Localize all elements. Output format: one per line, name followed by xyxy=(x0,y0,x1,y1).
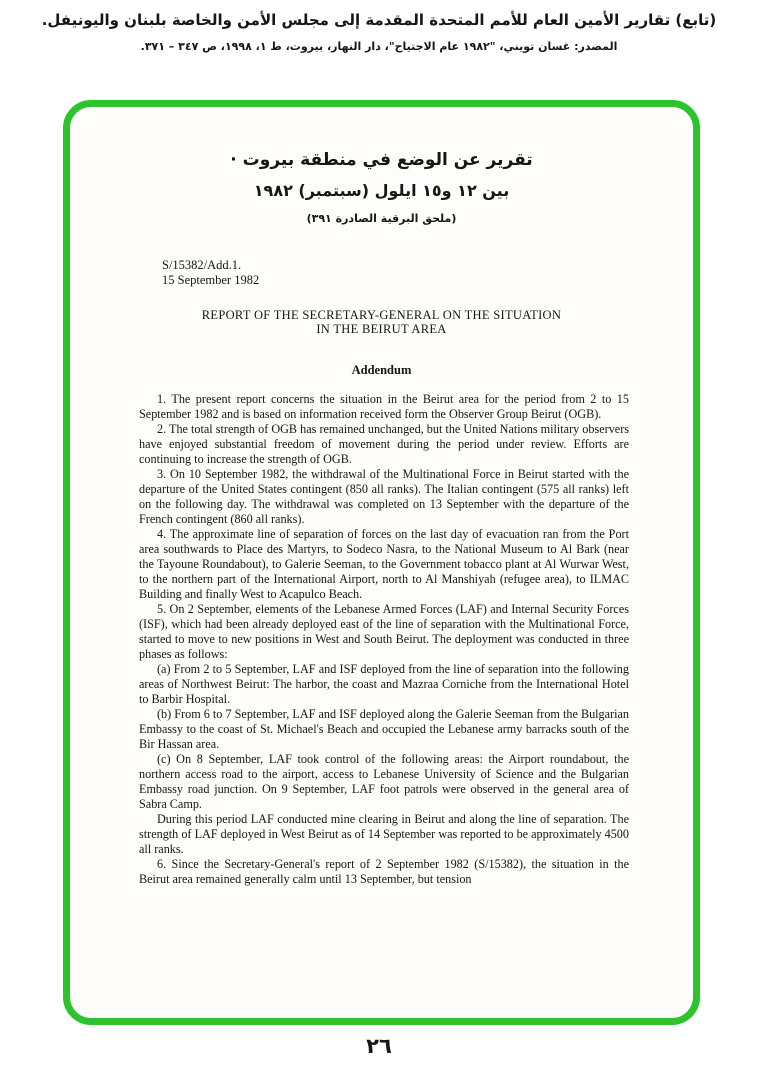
paragraph: 2. The total strength of OGB has remained unchanged, but the United Nations military observers have enjoyed substantial freedom of movement during the period under review. Efforts are continuing to increase the strength of OGB. xyxy=(139,422,629,466)
paragraph: 6. Since the Secretary-General's report of 2 September 1982 (S/15382), the situation in the Beirut area remained generally calm until 13 September, but tension xyxy=(139,857,629,886)
document-id-block xyxy=(162,258,693,288)
paragraph: 4. The approximate line of separation of forces on the last day of evacuation ran from the Port area southwards to Place des Martyrs, to Sodeco Nasra, to the National Museum to Al Bark (near the Tayoune Roundabout), to Galerie Seeman, to the Government tobacco plant at Al Wurwar West, to the northern part of the International Airport, north to Al Manshiyah (refugee area), to ILMAC Building and finally West to Acapulco Beach. xyxy=(139,527,629,601)
paragraph: 1. The present report concerns the situation in the Beirut area for the period from 2 to 15 September 1982 and is based on information received form the Observer Group Beirut (OGB). xyxy=(139,392,629,421)
page-number: ٢٦ xyxy=(366,1034,392,1058)
report-title xyxy=(70,308,693,336)
report-title-line2: IN THE BEIRUT AREA xyxy=(316,322,447,336)
paragraphs xyxy=(139,392,629,887)
paragraph: 3. On 10 September 1982, the withdrawal of the Multinational Force in Beirut started with the departure of the United States contingent (850 all ranks). The Italian contingent (575 all ranks) left on the following day. The withdrawal was completed on 13 September with the departure of the French contingent (860 all ranks). xyxy=(139,467,629,526)
report-title-line1: REPORT OF THE SECRETARY-GENERAL ON THE SITUATION xyxy=(201,308,562,322)
section-heading: Addendum xyxy=(351,363,412,377)
document-date: 15 September 1982 xyxy=(162,273,260,287)
paragraph: (a) From 2 to 5 September, LAF and ISF deployed from the line of separation into the following areas of Northwest Beirut: The harbor, the coast and Mazraa Corniche from the International Hotel to Barbir Hospital. xyxy=(139,662,629,706)
arabic-document-title: تقرير عن الوضع في منطقة بيروت · xyxy=(230,150,533,170)
arabic-title-block xyxy=(70,149,693,226)
paragraph: (c) On 8 September, LAF took control of the following areas: the Airport roundabout, the northern access road to the airport, access to Lebanese University of Science and the Bulgarian Embassy road junction. On 9 September, LAF foot patrols were observed in the general area of Sabra Camp. xyxy=(139,752,629,811)
header-source-arabic: المصدر: غسان تويني، "١٩٨٢ عام الاجتياح"، دار النهار، بيروت، ط ١، ١٩٩٨، ص ٣٤٧ – ٣٧١. xyxy=(140,40,618,53)
paragraph: (b) From 6 to 7 September, LAF and ISF deployed along the Galerie Seeman from the Bulgarian Embassy to the coast of St. Michael's Beach and occupied the Lebanese army barracks south of the Bir Hassan area. xyxy=(139,707,629,751)
document-frame xyxy=(63,100,700,1025)
document-number: S/15382/Add.1. xyxy=(162,258,242,272)
header-title-arabic: (تابع) تقارير الأمين العام للأمم المتحدة المقدمة إلى مجلس الأمن والخاصة بلبنان واليونيفل. xyxy=(41,11,717,29)
page-header xyxy=(0,0,758,54)
arabic-document-note: (ملحق البرقية الصادرة ٣٩١) xyxy=(306,212,457,225)
paragraph: During this period LAF conducted mine clearing in Beirut and along the line of separation. The strength of LAF deployed in West Beirut as of 14 September was reported to be approximately 4500 all ranks. xyxy=(139,812,629,856)
paragraph: 5. On 2 September, elements of the Lebanese Armed Forces (LAF) and Internal Security Forces (ISF), which had been already deployed east of the line of separation with the Multinational Force, started to move to new positions in West and South Beirut. The deployment was conducted in three phases as follows: xyxy=(139,602,629,661)
arabic-document-subtitle: بين ١٢ و١٥ ايلول (سبتمبر) ١٩٨٢ xyxy=(253,181,510,200)
